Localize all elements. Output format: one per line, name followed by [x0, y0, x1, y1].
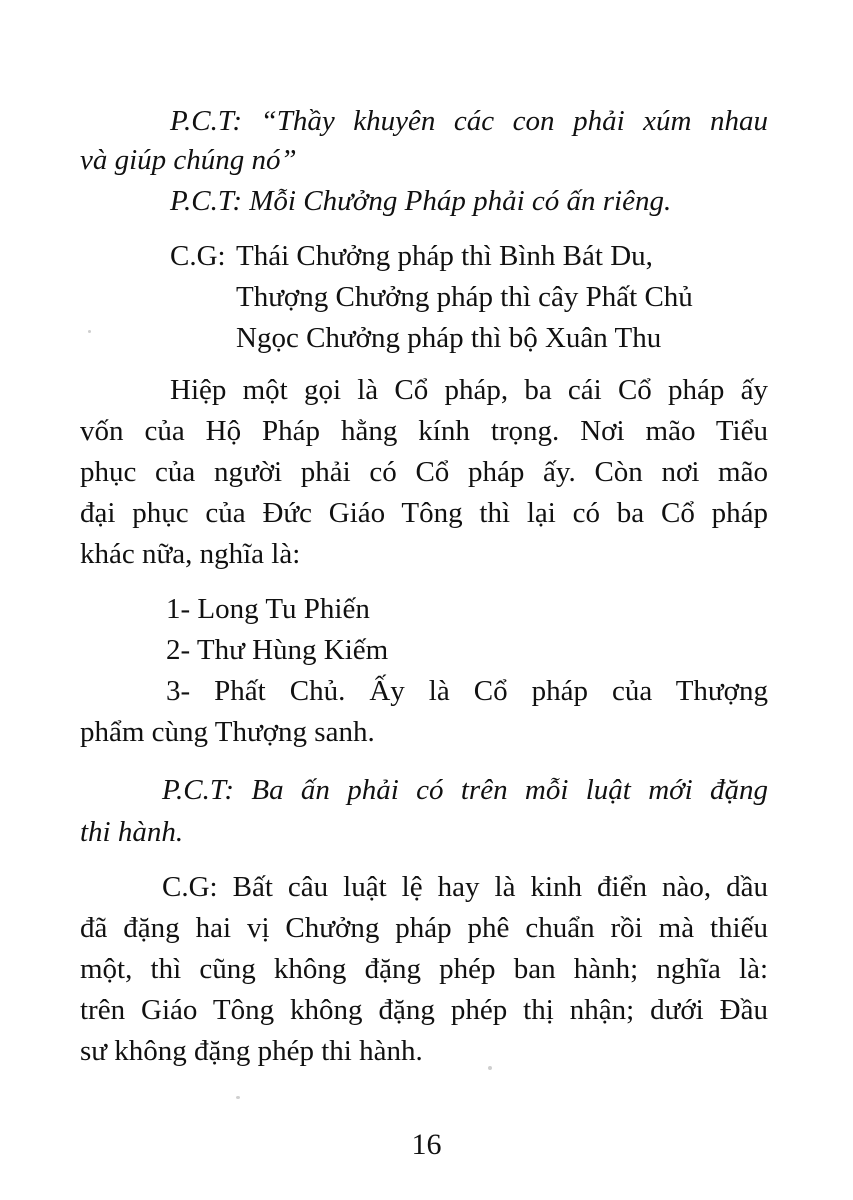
- text-line: đại phục của Đức Giáo Tông thì lại có ba Cổ pháp: [80, 497, 768, 529]
- speaker-label: P.C.T:: [170, 105, 243, 137]
- text-line: phẩm cùng Thượng sanh.: [80, 716, 375, 748]
- text-line: Ngọc Chưởng pháp thì bộ Xuân Thu: [236, 322, 662, 354]
- scan-speck: [236, 1096, 240, 1099]
- text-line: Thượng Chưởng pháp thì cây Phất Chủ: [236, 281, 693, 313]
- text-line: thi hành.: [80, 816, 184, 848]
- list-item: 1- Long Tu Phiến: [166, 593, 370, 625]
- scan-speck: [88, 330, 91, 333]
- text-line: và giúp chúng nó”: [80, 144, 297, 176]
- text-line: Thái Chưởng pháp thì Bình Bát Du,: [236, 240, 653, 272]
- speaker-label: P.C.T:: [162, 774, 235, 806]
- text-line: P.C.T: Mỗi Chưởng Pháp phải có ấn riêng.: [170, 185, 672, 217]
- text-line: phục của người phải có Cổ pháp ấy. Còn nơi mão: [80, 456, 768, 488]
- text-line: trên Giáo Tông không đặng phép thị nhận; dưới Đầu: [80, 994, 768, 1026]
- text-line: C.G: Bất câu luật lệ hay là kinh điển nào, dầu: [162, 871, 769, 903]
- list-item: 3- Phất Chủ. Ấy là Cổ pháp của Thượng: [166, 675, 768, 707]
- text-line: P.C.T: “Thầy khuyên các con phải xúm nhau: [170, 105, 769, 137]
- speaker-label: C.G:: [170, 240, 226, 272]
- scan-speck: [488, 1066, 492, 1070]
- text-line: sư không đặng phép thi hành.: [80, 1035, 423, 1067]
- page-number: 16: [411, 1128, 442, 1161]
- text-line: P.C.T: Ba ấn phải có trên mỗi luật mới đặng: [162, 774, 769, 806]
- text-line: vốn của Hộ Pháp hằng kính trọng. Nơi mão Tiểu: [80, 415, 768, 447]
- list-item: 2- Thư Hùng Kiếm: [166, 634, 389, 666]
- text-line: Hiệp một gọi là Cổ pháp, ba cái Cổ pháp ấy: [170, 374, 768, 406]
- text-line: khác nữa, nghĩa là:: [80, 538, 301, 570]
- text-line: đã đặng hai vị Chưởng pháp phê chuẩn rồi mà thiếu: [80, 912, 768, 944]
- speaker-label: P.C.T:: [170, 185, 243, 217]
- text-line: một, thì cũng không đặng phép ban hành; nghĩa là:: [80, 953, 768, 985]
- speaker-label: C.G:: [162, 871, 218, 903]
